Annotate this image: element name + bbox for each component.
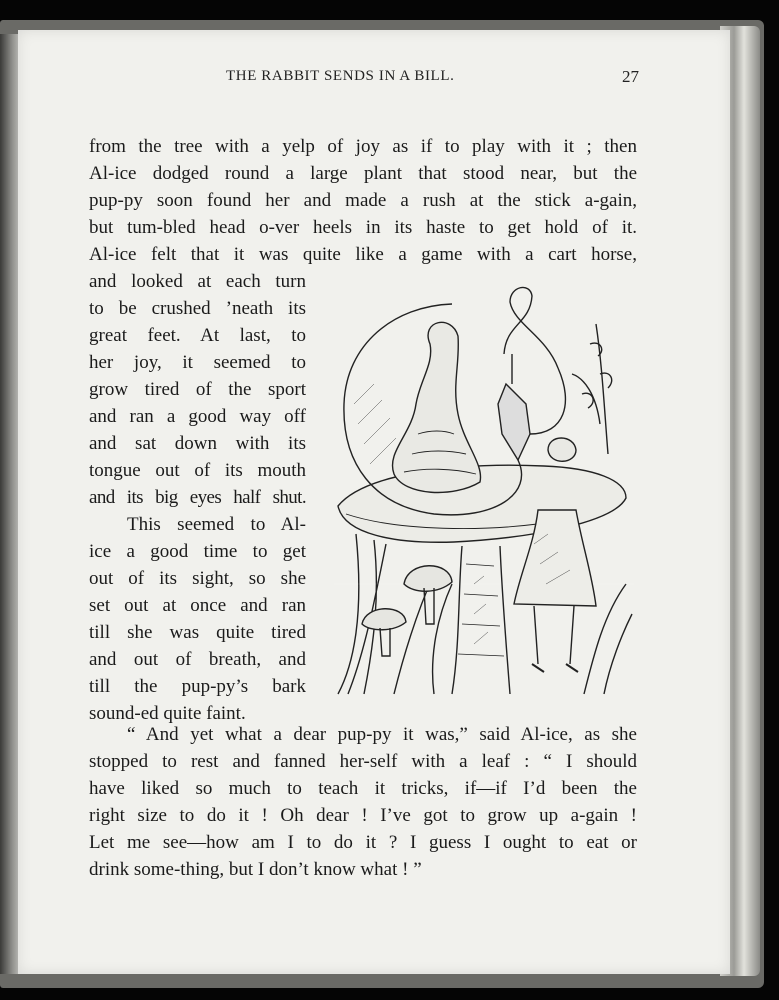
page-number: 27: [622, 67, 639, 86]
text-line: till the pup-py’s bark: [89, 676, 306, 697]
text-line: stopped to rest and fanned her-self with a leaf : “ I should: [89, 751, 637, 772]
text-line: This seemed to Al-: [127, 514, 306, 535]
text-line: and sat down with its: [89, 433, 306, 454]
caterpillar-illustration: [334, 284, 636, 698]
text-line: but tum-bled head o-ver heels in its haste to get hold of it.: [89, 217, 637, 238]
text-line: “ And yet what a dear pup-py it was,” said Al-ice, as she: [127, 724, 637, 745]
text-line: out of its sight, so she: [89, 568, 306, 589]
text-line: Let me see—how am I to do it ? I guess I ought to eat or: [89, 832, 637, 853]
text-line: sound-ed quite faint.: [89, 703, 246, 724]
text-line: have liked so much to teach it tricks, if—if I’d been the: [89, 778, 637, 799]
text-line: and looked at each turn: [89, 271, 306, 292]
text-line: tongue out of its mouth: [89, 460, 306, 481]
book-spine-strip: [0, 34, 20, 974]
text-line: Al-ice felt that it was quite like a game with a cart horse,: [89, 244, 637, 265]
text-line: her joy, it seemed to: [89, 352, 306, 373]
text-line: grow tired of the sport: [89, 379, 306, 400]
text-line: ice a good time to get: [89, 541, 306, 562]
text-line: and ran a good way off: [89, 406, 306, 427]
text-line: from the tree with a yelp of joy as if to play with it ; then: [89, 136, 637, 157]
text-line: set out at once and ran: [89, 595, 306, 616]
text-line: Al-ice dodged round a large plant that stood near, but the: [89, 163, 637, 184]
running-head: [0, 68, 779, 92]
text-line: right size to do it ! Oh dear ! I’ve got to grow up a-gain !: [89, 805, 637, 826]
text-line: great feet. At last, to: [89, 325, 306, 346]
text-line: to be crushed ’neath its: [89, 298, 306, 319]
text-line: pup-py soon found her and made a rush at the stick a-gain,: [89, 190, 637, 211]
text-line: till she was quite tired: [89, 622, 306, 643]
text-line: and out of breath, and: [89, 649, 306, 670]
text-line: drink some-thing, but I don’t know what ! ”: [89, 859, 422, 880]
running-title: THE RABBIT SENDS IN A BILL.: [226, 68, 455, 84]
text-line: and its big eyes half shut.: [89, 487, 306, 508]
